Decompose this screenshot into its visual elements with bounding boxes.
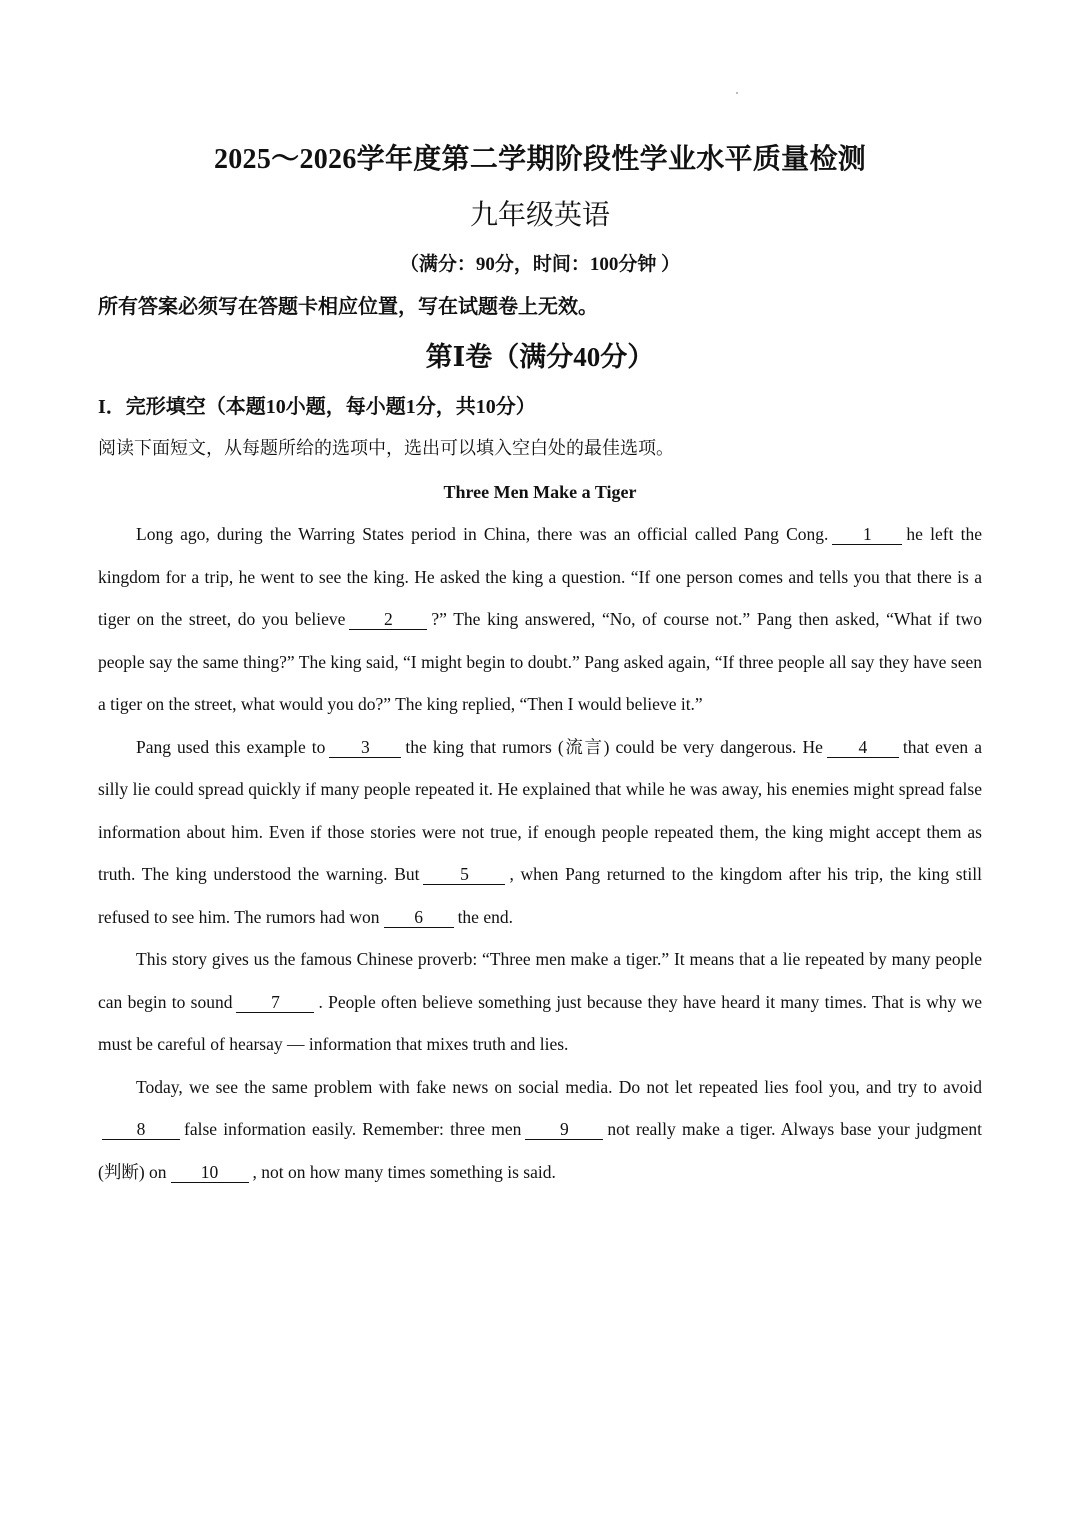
score-time-line: （满分：90分，时间：100分钟 ） <box>399 254 681 275</box>
answer-notice: 所有答案必须写在答题卡相应位置，写在试题卷上无效。 <box>98 296 598 318</box>
passage-title: Three Men Make a Tiger <box>443 482 637 502</box>
text-run: he left the kingdom for a trip, he went to see the king. He asked the king a question. “If one person comes and tells you that there is a tiger on the street, do you believe <box>98 524 983 629</box>
section-instruction: 阅读下面短文，从每题所给的选项中，选出可以填入空白处的最佳选项。 <box>98 438 674 458</box>
text-run: , not on how many times something is said. <box>252 1161 556 1182</box>
scan-speck <box>736 92 738 94</box>
text-run: This story gives us the famous Chinese proverb: “Three men make a tiger.” It means that a lie repeated by many people can begin to sound <box>98 949 982 1012</box>
blank-3: 3 <box>329 737 401 758</box>
section-heading: I．完形填空（本题10小题，每小题1分，共10分） <box>98 396 536 418</box>
paragraph-2 <box>98 726 982 939</box>
blank-5: 5 <box>423 864 505 885</box>
blank-8: 8 <box>102 1119 180 1140</box>
text-run: Pang used this example to <box>136 736 326 757</box>
text-run: Today, we see the same problem with fake news on social media. Do not let repeated lies fool you, and try to avoid <box>136 1076 982 1097</box>
blank-9: 9 <box>525 1119 603 1140</box>
text-run: not really make a tiger. Always base your judgment (判断) on <box>98 1119 982 1182</box>
blank-2: 2 <box>349 609 427 630</box>
volume-heading: 第Ⅰ卷（满分40分） <box>425 342 655 372</box>
text-run: the king that rumors (流言) could be very dangerous. He <box>405 736 823 757</box>
cloze-passage <box>98 513 982 1193</box>
blank-6: 6 <box>384 907 454 928</box>
blank-7: 7 <box>236 992 314 1013</box>
blank-4: 4 <box>827 737 899 758</box>
exam-title: 2025～2026学年度第二学期阶段性学业水平质量检测 <box>213 144 867 175</box>
exam-subject: 九年级英语 <box>469 200 610 231</box>
paragraph-1 <box>98 513 982 726</box>
text-run: Long ago, during the Warring States period in China, there was an official called Pang Cong. <box>136 524 829 544</box>
text-run: . People often believe something just because they have heard it many times. That is why we must be careful of hearsay — information that mixes truth and lies. <box>98 991 982 1054</box>
paragraph-3 <box>98 938 982 1066</box>
text-run: the end. <box>457 906 513 927</box>
blank-10: 10 <box>171 1162 249 1183</box>
text-run: , when Pang returned to the kingdom after his trip, the king still refused to see him. The rumors had won <box>98 864 982 927</box>
text-run: that even a silly lie could spread quickly if many people repeated it. He explained that while he was away, his enemies might spread false information about him. Even if those stories were not true, if enough people repeated them, the king might accept them as truth. The king understood the warning. But <box>98 736 982 884</box>
text-run: false information easily. Remember: three men <box>184 1119 522 1139</box>
paragraph-4 <box>98 1066 982 1194</box>
text-run: ?” The king answered, “No, of course not.” Pang then asked, “What if two people say the same thing?” The king said, “I might begin to doubt.” Pang asked again, “If three people all say they have seen a tiger on the street, what would you do?” The king replied, “Then I would believe it.” <box>98 609 982 714</box>
blank-1: 1 <box>832 524 902 545</box>
